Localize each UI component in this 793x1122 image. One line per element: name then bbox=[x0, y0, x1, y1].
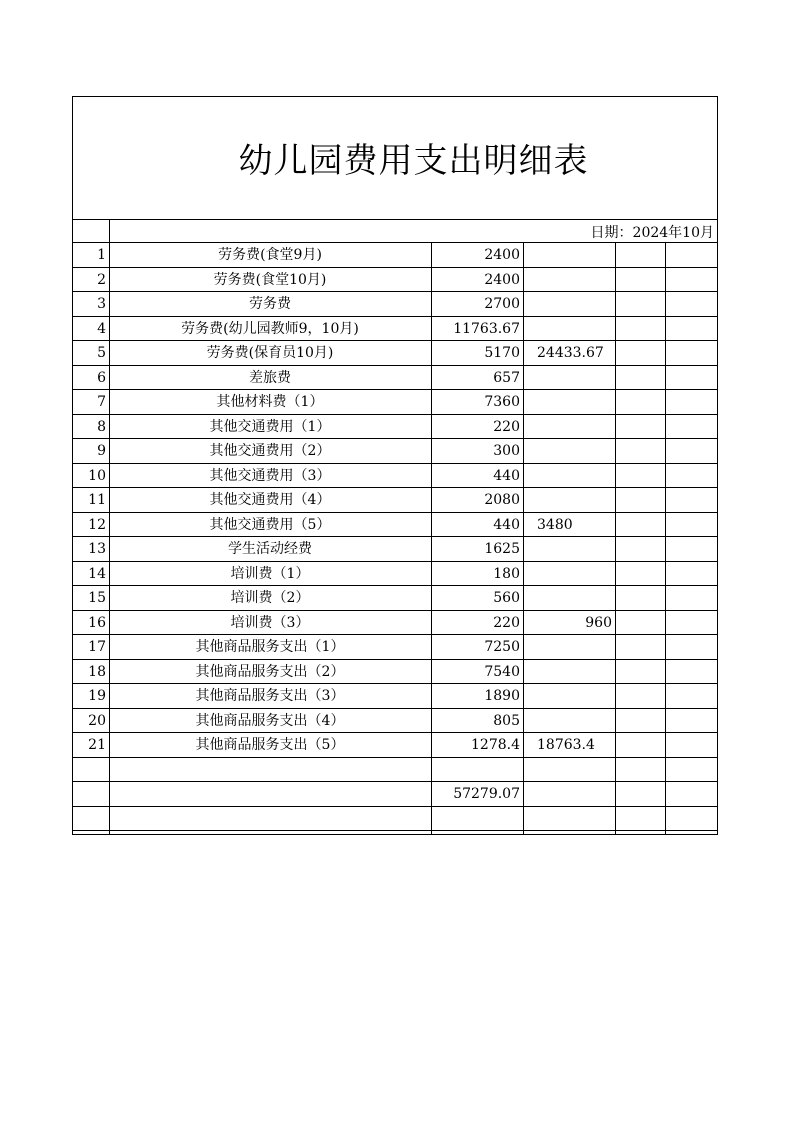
date-label: 日期：2024年10月 bbox=[590, 225, 714, 241]
item-name: 学生活动经费 bbox=[228, 541, 312, 557]
border-bottom bbox=[72, 834, 718, 835]
amount: 5170 bbox=[484, 345, 520, 361]
row-number: 2 bbox=[97, 271, 106, 288]
subtotal: 18763.4 bbox=[537, 737, 595, 753]
row-line bbox=[72, 830, 718, 831]
item-name: 培训费（2） bbox=[230, 590, 310, 606]
row-line bbox=[72, 806, 718, 807]
row-number: 8 bbox=[97, 418, 106, 435]
item-name: 培训费（3） bbox=[230, 614, 310, 631]
item-name: 差旅费 bbox=[249, 369, 291, 386]
date-row-divider bbox=[72, 242, 718, 243]
row-line bbox=[72, 561, 718, 562]
amount: 2400 bbox=[484, 271, 520, 288]
item-name: 其他交通费用（3） bbox=[209, 467, 331, 484]
item-name: 劳务费(保育员10月) bbox=[206, 345, 334, 361]
col-line bbox=[523, 242, 524, 835]
border-left bbox=[72, 96, 73, 835]
item-name: 其他商品服务支出（2） bbox=[195, 663, 345, 680]
amount: 2400 bbox=[484, 247, 520, 263]
col-line-no bbox=[109, 219, 110, 835]
amount: 560 bbox=[493, 590, 520, 606]
row-number: 12 bbox=[88, 516, 106, 533]
item-name: 其他商品服务支出（4） bbox=[195, 712, 345, 729]
amount: 1625 bbox=[484, 541, 520, 557]
amount: 7540 bbox=[484, 663, 520, 680]
row-line bbox=[72, 291, 718, 292]
item-name: 培训费（1） bbox=[230, 565, 310, 582]
amount: 220 bbox=[493, 418, 520, 435]
row-number: 9 bbox=[97, 443, 106, 459]
item-name: 劳务费 bbox=[249, 296, 291, 312]
row-number: 16 bbox=[88, 614, 106, 631]
row-line bbox=[72, 634, 718, 635]
row-number: 14 bbox=[88, 565, 106, 582]
amount: 657 bbox=[493, 369, 520, 386]
row-line bbox=[72, 732, 718, 733]
amount: 11763.67 bbox=[453, 320, 520, 337]
item-name: 其他交通费用（1） bbox=[209, 418, 331, 435]
item-name: 其他材料费（1） bbox=[216, 394, 324, 410]
row-number: 1 bbox=[97, 247, 106, 263]
row-line bbox=[72, 585, 718, 586]
amount: 440 bbox=[493, 516, 520, 533]
item-name: 劳务费(幼儿园教师9，10月) bbox=[181, 320, 359, 337]
row-number: 7 bbox=[97, 394, 106, 410]
row-line bbox=[72, 708, 718, 709]
row-number: 13 bbox=[88, 541, 106, 557]
amount: 180 bbox=[493, 565, 520, 582]
col-line bbox=[431, 242, 432, 835]
item-name: 其他交通费用（5） bbox=[209, 516, 331, 533]
row-number: 17 bbox=[88, 639, 106, 655]
row-number: 6 bbox=[97, 369, 106, 386]
row-line bbox=[72, 512, 718, 513]
row-number: 20 bbox=[88, 712, 106, 729]
item-name: 其他商品服务支出（5） bbox=[195, 737, 345, 753]
row-number: 3 bbox=[97, 296, 106, 312]
item-name: 其他交通费用（2） bbox=[209, 443, 331, 459]
row-line bbox=[72, 781, 718, 782]
row-number: 19 bbox=[88, 688, 106, 704]
row-number: 15 bbox=[88, 590, 106, 606]
row-number: 5 bbox=[97, 345, 106, 361]
row-line bbox=[72, 365, 718, 366]
subtotal: 24433.67 bbox=[537, 345, 604, 361]
amount: 1890 bbox=[484, 688, 520, 704]
row-line bbox=[72, 267, 718, 268]
row-line bbox=[72, 536, 718, 537]
row-line bbox=[72, 389, 718, 390]
amount: 2700 bbox=[484, 296, 520, 312]
row-line bbox=[72, 438, 718, 439]
row-line bbox=[72, 610, 718, 611]
row-number: 11 bbox=[88, 492, 106, 508]
amount: 220 bbox=[493, 614, 520, 631]
row-line bbox=[72, 340, 718, 341]
item-name: 其他交通费用（4） bbox=[209, 492, 331, 508]
amount: 805 bbox=[493, 712, 520, 729]
row-number: 21 bbox=[88, 737, 106, 753]
item-name: 其他商品服务支出（1） bbox=[195, 639, 345, 655]
sheet-title: 幼儿园费用支出明细表 bbox=[238, 141, 589, 181]
row-line bbox=[72, 683, 718, 684]
row-number: 10 bbox=[88, 467, 106, 484]
col-line bbox=[665, 242, 666, 835]
expense-sheet bbox=[72, 96, 718, 835]
row-line bbox=[72, 487, 718, 488]
border-right bbox=[717, 96, 718, 835]
row-line bbox=[72, 316, 718, 317]
amount: 1278.4 bbox=[471, 737, 520, 753]
amount: 7250 bbox=[484, 639, 520, 655]
item-name: 劳务费(食堂10月) bbox=[213, 271, 327, 288]
border-top bbox=[72, 96, 718, 97]
row-line bbox=[72, 757, 718, 758]
item-name: 劳务费(食堂9月) bbox=[218, 247, 322, 263]
row-line bbox=[72, 463, 718, 464]
subtotal: 3480 bbox=[537, 516, 573, 533]
title-divider bbox=[72, 219, 718, 220]
row-line bbox=[72, 659, 718, 660]
grand-total: 57279.07 bbox=[453, 786, 520, 802]
amount: 2080 bbox=[484, 492, 520, 508]
subtotal: 960 bbox=[585, 614, 612, 631]
amount: 300 bbox=[493, 443, 520, 459]
row-number: 4 bbox=[97, 320, 106, 337]
amount: 7360 bbox=[484, 394, 520, 410]
row-line bbox=[72, 414, 718, 415]
item-name: 其他商品服务支出（3） bbox=[195, 688, 345, 704]
amount: 440 bbox=[493, 467, 520, 484]
row-number: 18 bbox=[88, 663, 106, 680]
